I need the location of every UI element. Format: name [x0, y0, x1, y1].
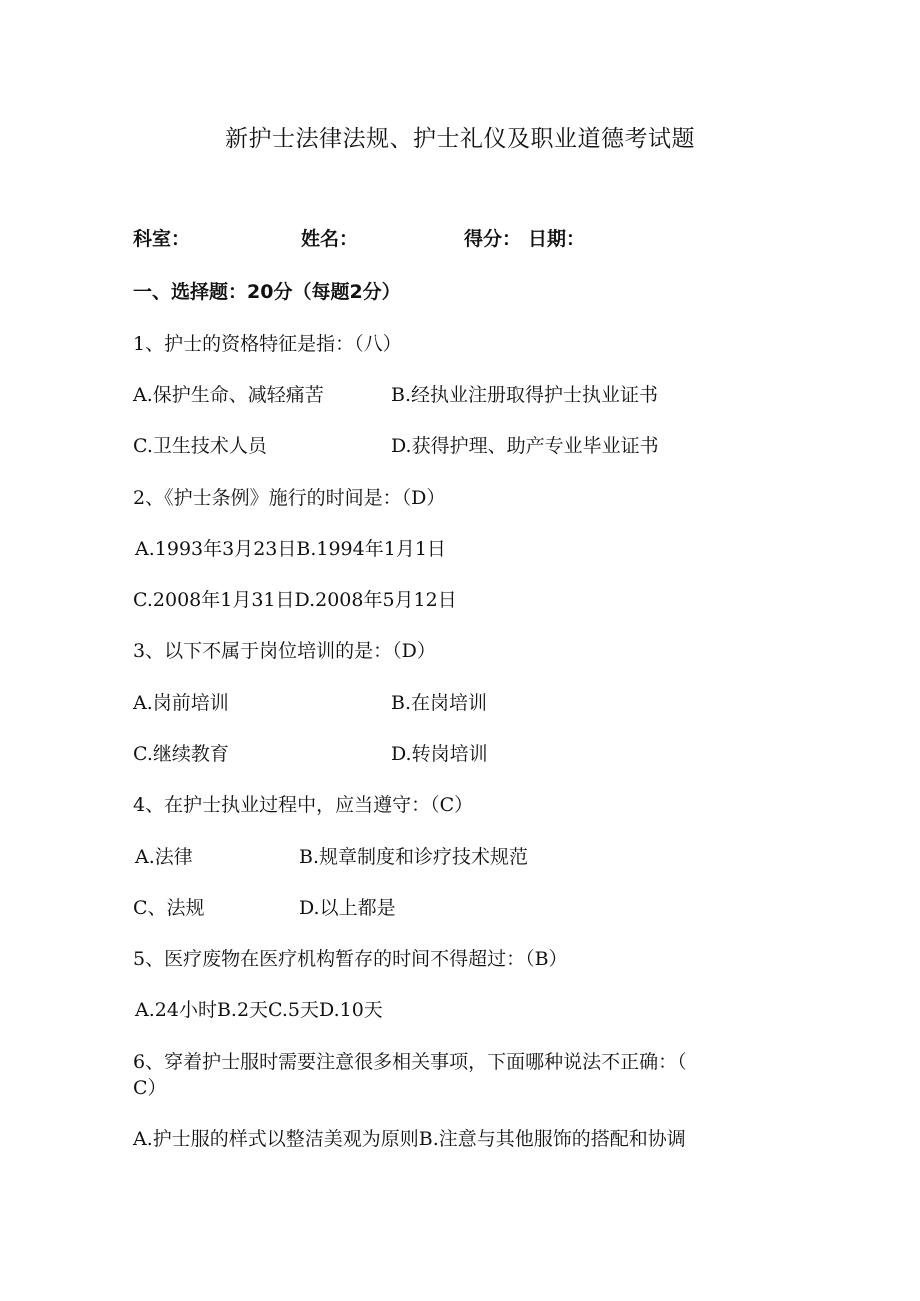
- name-label: 姓名：: [301, 228, 359, 250]
- question-5: 5、医疗废物在医疗机构暂存的时间不得超过：（B）: [133, 948, 568, 970]
- q4-option-a: A.法律: [135, 846, 193, 868]
- date-label: 日期：: [528, 228, 586, 250]
- q6-options: A.护士服的样式以整洁美观为原则B.注意与其他服饰的搭配和协调: [133, 1128, 686, 1150]
- q4-option-d: D.以上都是: [299, 897, 396, 919]
- question-2: 2、《护士条例》施行的时间是：（D）: [133, 487, 446, 509]
- question-1: 1、护士的资格特征是指：（八）: [133, 333, 402, 355]
- q3-option-b: B.在岗培训: [391, 692, 488, 714]
- score-label: 得分：: [464, 228, 522, 250]
- question-6: 6、穿着护士服时需要注意很多相关事项，下面哪种说法不正确：（: [133, 1051, 687, 1073]
- q4-option-c: C、法规: [133, 897, 205, 919]
- q4-option-b: B.规章制度和诊疗技术规范: [299, 846, 529, 868]
- q5-options: A.24小时B.2天C.5天D.10天: [135, 999, 383, 1021]
- q1-option-d: D.获得护理、助产专业毕业证书: [391, 435, 659, 457]
- section-heading: 一、选择题：20分（每题2分）: [133, 281, 401, 303]
- q3-option-d: D.转岗培训: [391, 743, 488, 765]
- q2-options-ab: A.1993年3月23日B.1994年1月1日: [135, 538, 446, 560]
- q3-option-c: C.继续教育: [133, 743, 229, 765]
- question-4: 4、在护士执业过程中，应当遵守：（C）: [133, 794, 474, 816]
- dept-label: 科室：: [133, 228, 191, 250]
- question-3: 3、以下不属于岗位培训的是：（D）: [133, 640, 436, 662]
- exam-title: 新护士法律法规、护士礼仪及职业道德考试题: [225, 126, 695, 152]
- q3-option-a: A.岗前培训: [133, 692, 229, 714]
- question-6-end: C）: [133, 1077, 167, 1099]
- q2-options-cd: C.2008年1月31日D.2008年5月12日: [133, 589, 457, 611]
- q1-option-c: C.卫生技术人员: [133, 435, 267, 457]
- q1-option-b: B.经执业注册取得护士执业证书: [391, 384, 659, 406]
- q1-option-a: A.保护生命、减轻痛苦: [133, 384, 324, 406]
